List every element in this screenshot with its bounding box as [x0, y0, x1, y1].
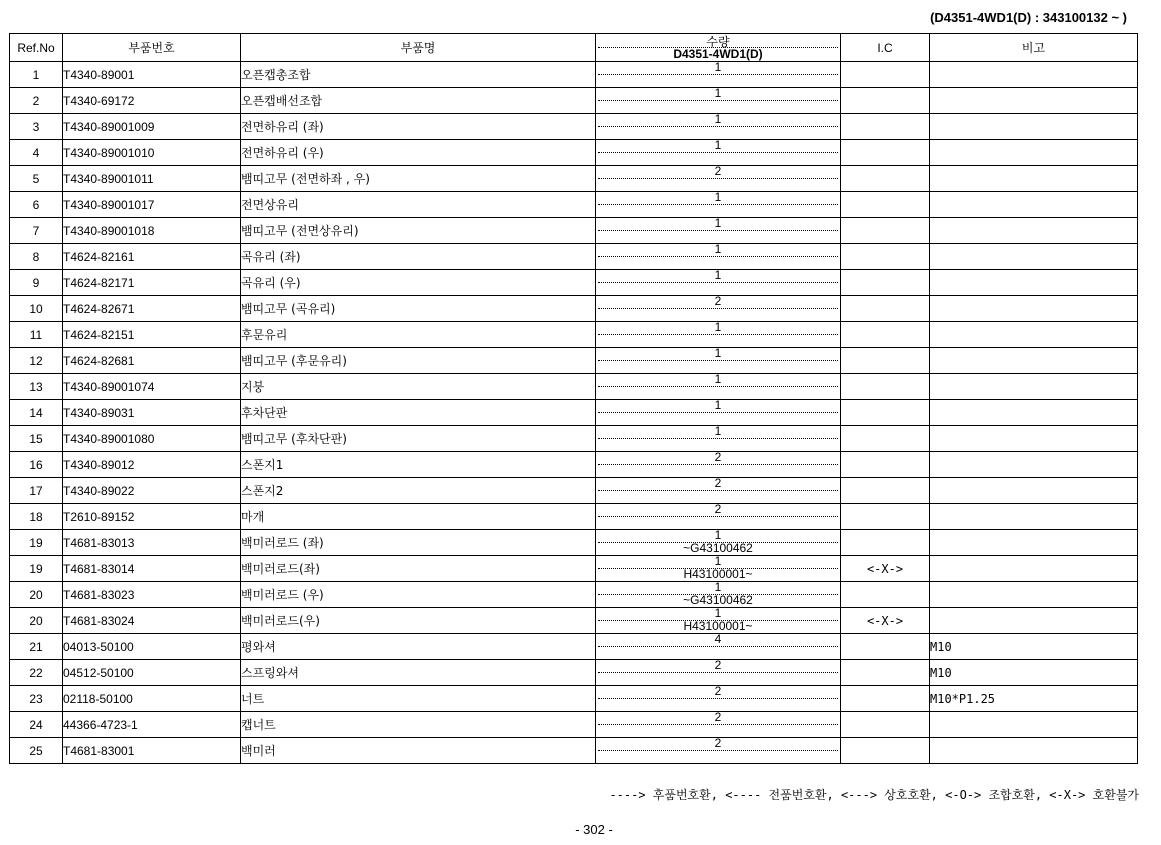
- ref-no-cell: 20: [10, 582, 63, 608]
- header-row: [10, 34, 1138, 62]
- part-name-cell: 백미러로드 (좌): [241, 530, 596, 556]
- qty-divider: [598, 386, 838, 387]
- header-qty: [596, 34, 841, 62]
- header-ic: I.C: [841, 34, 930, 62]
- part-no-cell: T4340-89001: [63, 62, 241, 88]
- qty-cell: [596, 660, 841, 686]
- qty-cell: [596, 712, 841, 738]
- qty-cell: [596, 426, 841, 452]
- table-row: [10, 218, 1138, 244]
- qty-cell: [596, 504, 841, 530]
- page-number: - 302 -: [575, 822, 613, 837]
- part-name-cell: 백미러로드 (우): [241, 582, 596, 608]
- qty-value: 1: [714, 216, 722, 230]
- ref-no-cell: 21: [10, 634, 63, 660]
- part-name-cell: 스폰지2: [241, 478, 596, 504]
- part-no-cell: T4624-82171: [63, 270, 241, 296]
- ref-no-cell: 20: [10, 608, 63, 634]
- ic-cell: [841, 452, 930, 478]
- part-name-cell: 후문유리: [241, 322, 596, 348]
- part-name-cell: 전면하유리 (좌): [241, 114, 596, 140]
- table-row: [10, 556, 1138, 582]
- table-row: [10, 738, 1138, 764]
- ref-no-cell: 2: [10, 88, 63, 114]
- table-row: [10, 530, 1138, 556]
- table-row: [10, 140, 1138, 166]
- qty-cell: [596, 738, 841, 764]
- part-name-cell: 스폰지1: [241, 452, 596, 478]
- header-model: D4351-4WD1(D): [673, 47, 763, 61]
- ic-cell: [841, 478, 930, 504]
- table-row: [10, 400, 1138, 426]
- ref-no-cell: 3: [10, 114, 63, 140]
- part-no-cell: T4624-82681: [63, 348, 241, 374]
- qty-value: 2: [714, 658, 722, 672]
- table-row: [10, 478, 1138, 504]
- part-name-cell: 오픈캡총조합: [241, 62, 596, 88]
- qty-cell: [596, 166, 841, 192]
- qty-cell: [596, 114, 841, 140]
- part-no-cell: T4681-83023: [63, 582, 241, 608]
- qty-value: 1: [714, 580, 722, 594]
- part-no-cell: 44366-4723-1: [63, 712, 241, 738]
- ic-cell: [841, 88, 930, 114]
- part-name-cell: 스프링와셔: [241, 660, 596, 686]
- part-name-cell: 곡유리 (우): [241, 270, 596, 296]
- table-row: [10, 634, 1138, 660]
- qty-value: 2: [714, 450, 722, 464]
- ref-no-cell: 17: [10, 478, 63, 504]
- qty-divider: [598, 308, 838, 309]
- remarks-cell: [930, 62, 1138, 88]
- ref-no-cell: 23: [10, 686, 63, 712]
- parts-table: [9, 33, 1138, 764]
- remarks-cell: [930, 244, 1138, 270]
- part-name-cell: 오픈캡배선조합: [241, 88, 596, 114]
- qty-divider: [598, 724, 838, 725]
- qty-divider: [598, 126, 838, 127]
- part-no-cell: T4340-89001017: [63, 192, 241, 218]
- part-name-cell: 캡너트: [241, 712, 596, 738]
- ic-cell: [841, 504, 930, 530]
- remarks-cell: [930, 218, 1138, 244]
- qty-divider: [598, 438, 838, 439]
- ic-cell: [841, 244, 930, 270]
- part-name-cell: 전면하유리 (우): [241, 140, 596, 166]
- table-row: [10, 660, 1138, 686]
- qty-divider: [598, 698, 838, 699]
- ic-cell: [841, 738, 930, 764]
- qty-divider: [598, 750, 838, 751]
- remarks-cell: [930, 426, 1138, 452]
- part-no-cell: T4681-83014: [63, 556, 241, 582]
- ic-cell: <-X->: [841, 608, 930, 634]
- remarks-cell: [930, 712, 1138, 738]
- ref-no-cell: 25: [10, 738, 63, 764]
- qty-value: 1: [714, 320, 722, 334]
- ic-cell: [841, 426, 930, 452]
- qty-value: 1: [714, 606, 722, 620]
- remarks-cell: [930, 374, 1138, 400]
- qty-value: 1: [714, 528, 722, 542]
- part-name-cell: 뱀띠고무 (후차단판): [241, 426, 596, 452]
- qty-divider: [598, 282, 838, 283]
- remarks-cell: [930, 504, 1138, 530]
- qty-cell: [596, 608, 841, 634]
- remarks-cell: [930, 322, 1138, 348]
- table-row: [10, 452, 1138, 478]
- remarks-cell: [930, 478, 1138, 504]
- table-row: [10, 504, 1138, 530]
- ic-cell: [841, 322, 930, 348]
- part-no-cell: T4340-89001010: [63, 140, 241, 166]
- part-name-cell: 백미러로드(우): [241, 608, 596, 634]
- part-no-cell: T4340-89001011: [63, 166, 241, 192]
- ref-no-cell: 16: [10, 452, 63, 478]
- remarks-cell: [930, 400, 1138, 426]
- part-name-cell: 평와셔: [241, 634, 596, 660]
- ic-cell: [841, 62, 930, 88]
- table-row: [10, 296, 1138, 322]
- remarks-cell: [930, 348, 1138, 374]
- qty-divider: [598, 516, 838, 517]
- qty-cell: [596, 530, 841, 556]
- serial-range: H43100001~: [683, 567, 753, 581]
- ic-cell: [841, 530, 930, 556]
- table-row: [10, 348, 1138, 374]
- ref-no-cell: 18: [10, 504, 63, 530]
- header-qty-label: 수량: [706, 35, 730, 49]
- qty-value: 2: [714, 736, 722, 750]
- part-name-cell: 뱀띠고무 (후문유리): [241, 348, 596, 374]
- ic-cell: [841, 374, 930, 400]
- ref-no-cell: 19: [10, 556, 63, 582]
- ref-no-cell: 19: [10, 530, 63, 556]
- table-row: [10, 686, 1138, 712]
- part-no-cell: T4681-83013: [63, 530, 241, 556]
- ic-cell: [841, 348, 930, 374]
- ref-no-cell: 15: [10, 426, 63, 452]
- part-no-cell: T4340-89001074: [63, 374, 241, 400]
- header-part-no: 부품번호: [63, 34, 241, 62]
- part-no-cell: T4681-83024: [63, 608, 241, 634]
- qty-cell: [596, 296, 841, 322]
- qty-cell: [596, 270, 841, 296]
- part-name-cell: 후차단판: [241, 400, 596, 426]
- part-name-cell: 너트: [241, 686, 596, 712]
- qty-value: 1: [714, 242, 722, 256]
- part-no-cell: T4340-89001018: [63, 218, 241, 244]
- part-name-cell: 백미러: [241, 738, 596, 764]
- part-name-cell: 뱀띠고무 (곡유리): [241, 296, 596, 322]
- remarks-cell: M10: [930, 634, 1138, 660]
- ic-cell: [841, 686, 930, 712]
- part-no-cell: T4340-89001080: [63, 426, 241, 452]
- table-row: [10, 62, 1138, 88]
- table-row: [10, 374, 1138, 400]
- qty-value: 4: [714, 632, 722, 646]
- part-no-cell: 02118-50100: [63, 686, 241, 712]
- qty-cell: [596, 348, 841, 374]
- part-name-cell: 지붕: [241, 374, 596, 400]
- table-row: [10, 712, 1138, 738]
- qty-value: 1: [714, 138, 722, 152]
- part-no-cell: T4624-82671: [63, 296, 241, 322]
- part-no-cell: 04013-50100: [63, 634, 241, 660]
- table-row: [10, 426, 1138, 452]
- qty-cell: [596, 140, 841, 166]
- remarks-cell: [930, 556, 1138, 582]
- ref-no-cell: 1: [10, 62, 63, 88]
- qty-divider: [598, 412, 838, 413]
- ref-no-cell: 12: [10, 348, 63, 374]
- qty-value: 1: [714, 554, 722, 568]
- ic-cell: [841, 192, 930, 218]
- qty-divider: [598, 74, 838, 75]
- qty-cell: [596, 478, 841, 504]
- ic-cell: [841, 218, 930, 244]
- qty-divider: [598, 360, 838, 361]
- part-no-cell: T4340-89001009: [63, 114, 241, 140]
- qty-divider: [598, 334, 838, 335]
- part-name-cell: 전면상유리: [241, 192, 596, 218]
- remarks-cell: [930, 270, 1138, 296]
- qty-cell: [596, 244, 841, 270]
- ic-cell: [841, 140, 930, 166]
- table-row: [10, 270, 1138, 296]
- ic-cell: [841, 400, 930, 426]
- qty-value: 1: [714, 190, 722, 204]
- remarks-cell: [930, 530, 1138, 556]
- qty-cell: [596, 556, 841, 582]
- table-row: [10, 582, 1138, 608]
- remarks-cell: [930, 114, 1138, 140]
- ic-cell: [841, 114, 930, 140]
- part-no-cell: T4624-82151: [63, 322, 241, 348]
- qty-cell: [596, 452, 841, 478]
- qty-value: 1: [714, 112, 722, 126]
- table-row: [10, 114, 1138, 140]
- part-no-cell: T4340-89031: [63, 400, 241, 426]
- serial-range: ~G43100462: [683, 593, 753, 607]
- part-no-cell: T4340-89012: [63, 452, 241, 478]
- ic-cell: <-X->: [841, 556, 930, 582]
- ic-cell: [841, 712, 930, 738]
- qty-value: 2: [714, 294, 722, 308]
- remarks-cell: [930, 608, 1138, 634]
- qty-value: 2: [714, 710, 722, 724]
- qty-divider: [598, 100, 838, 101]
- qty-value: 1: [714, 424, 722, 438]
- serial-range: ~G43100462: [683, 541, 753, 555]
- ic-cell: [841, 296, 930, 322]
- qty-divider: [598, 646, 838, 647]
- qty-divider: [598, 464, 838, 465]
- remarks-cell: [930, 582, 1138, 608]
- qty-cell: [596, 634, 841, 660]
- ref-no-cell: 6: [10, 192, 63, 218]
- qty-cell: [596, 322, 841, 348]
- ref-no-cell: 13: [10, 374, 63, 400]
- qty-cell: [596, 192, 841, 218]
- qty-value: 1: [714, 346, 722, 360]
- qty-cell: [596, 88, 841, 114]
- qty-cell: [596, 582, 841, 608]
- qty-cell: [596, 374, 841, 400]
- qty-value: 2: [714, 164, 722, 178]
- qty-value: 1: [714, 268, 722, 282]
- serial-range: H43100001~: [683, 619, 753, 633]
- part-name-cell: 뱀띠고무 (전면상유리): [241, 218, 596, 244]
- remarks-cell: [930, 738, 1138, 764]
- qty-cell: [596, 400, 841, 426]
- qty-divider: [598, 204, 838, 205]
- ref-no-cell: 7: [10, 218, 63, 244]
- ref-no-cell: 5: [10, 166, 63, 192]
- remarks-cell: [930, 140, 1138, 166]
- qty-divider: [598, 672, 838, 673]
- table-row: [10, 192, 1138, 218]
- qty-value: 2: [714, 502, 722, 516]
- ic-cell: [841, 634, 930, 660]
- part-no-cell: T4340-69172: [63, 88, 241, 114]
- qty-cell: [596, 218, 841, 244]
- ref-no-cell: 14: [10, 400, 63, 426]
- qty-value: 2: [714, 476, 722, 490]
- remarks-cell: [930, 452, 1138, 478]
- qty-value: 1: [714, 86, 722, 100]
- table-row: [10, 88, 1138, 114]
- remarks-cell: [930, 166, 1138, 192]
- ref-no-cell: 24: [10, 712, 63, 738]
- table-row: [10, 322, 1138, 348]
- part-no-cell: T4340-89022: [63, 478, 241, 504]
- remarks-cell: [930, 192, 1138, 218]
- table-row: [10, 244, 1138, 270]
- parts-table-body: [10, 62, 1138, 764]
- part-no-cell: T4624-82161: [63, 244, 241, 270]
- qty-value: 1: [714, 60, 722, 74]
- qty-cell: [596, 686, 841, 712]
- remarks-cell: M10*P1.25: [930, 686, 1138, 712]
- part-name-cell: 마개: [241, 504, 596, 530]
- part-no-cell: T4681-83001: [63, 738, 241, 764]
- qty-divider: [598, 256, 838, 257]
- ic-cell: [841, 582, 930, 608]
- interchangeability-legend: ----> 후품번호환, <---- 전품번호환, <---> 상호호환, <-O-> 조합호환, <-X-> 호환불가: [609, 788, 1139, 802]
- qty-divider: [598, 178, 838, 179]
- part-name-cell: 뱀띠고무 (전면하좌 , 우): [241, 166, 596, 192]
- qty-cell: [596, 62, 841, 88]
- part-no-cell: 04512-50100: [63, 660, 241, 686]
- ic-cell: [841, 166, 930, 192]
- table-row: [10, 608, 1138, 634]
- qty-value: 2: [714, 684, 722, 698]
- remarks-cell: [930, 88, 1138, 114]
- ref-no-cell: 9: [10, 270, 63, 296]
- header-part-name: 부품명: [241, 34, 596, 62]
- ref-no-cell: 22: [10, 660, 63, 686]
- ref-no-cell: 8: [10, 244, 63, 270]
- qty-divider: [598, 230, 838, 231]
- ic-cell: [841, 660, 930, 686]
- qty-divider: [598, 152, 838, 153]
- qty-value: 1: [714, 372, 722, 386]
- ref-no-cell: 10: [10, 296, 63, 322]
- qty-value: 1: [714, 398, 722, 412]
- header-ref-no: Ref.No: [10, 34, 63, 62]
- ic-cell: [841, 270, 930, 296]
- table-row: [10, 166, 1138, 192]
- ref-no-cell: 11: [10, 322, 63, 348]
- ref-no-cell: 4: [10, 140, 63, 166]
- part-name-cell: 백미러로드(좌): [241, 556, 596, 582]
- header-remarks: 비고: [930, 34, 1138, 62]
- remarks-cell: [930, 296, 1138, 322]
- document-code: (D4351-4WD1(D) : 343100132 ~ ): [930, 10, 1127, 25]
- part-no-cell: T2610-89152: [63, 504, 241, 530]
- qty-divider: [598, 490, 838, 491]
- part-name-cell: 곡유리 (좌): [241, 244, 596, 270]
- remarks-cell: M10: [930, 660, 1138, 686]
